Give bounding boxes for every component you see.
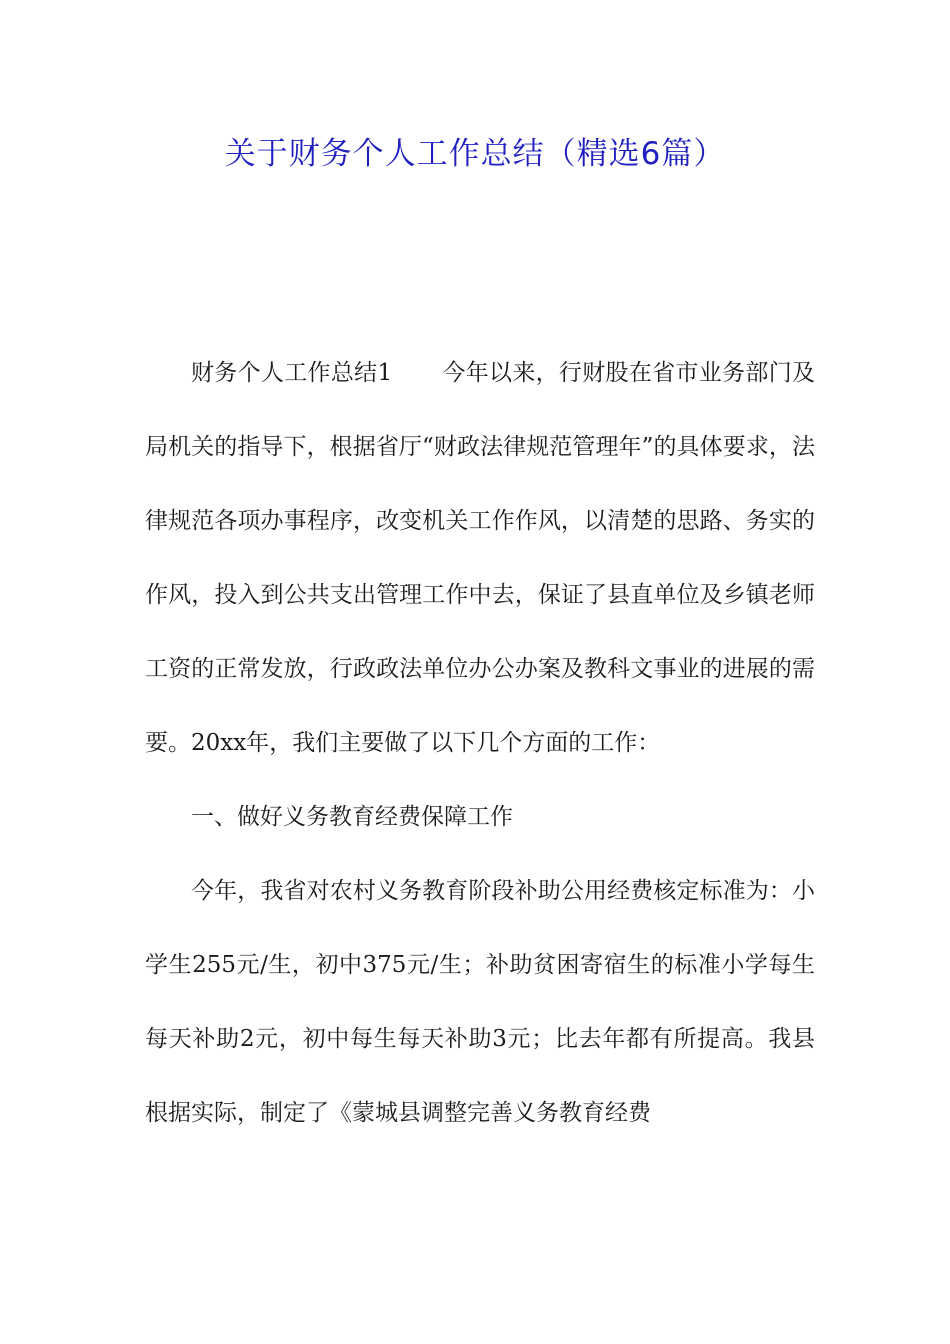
document-body <box>145 336 815 1150</box>
paragraph-2: 今年，我省对农村义务教育阶段补助公用经费核定标准为：小学生255元/生，初中375元/生；补助贫困寄宿生的标准小学每生每天补助2元，初中每生每天补助3元；比去年都有所提高。我县根据实际，制定了《蒙城县调整完善义务教育经费 <box>145 878 815 1126</box>
paragraph-1-text: 今年以来，行财股在省市业务部门及局机关的指导下，根据省厅“财政法律规范管理年”的具体要求，法律规范各项办事程序，改变机关工作作风，以清楚的思路、务实的作风，投入到公共支出管理工作中去，保证了县直单位及乡镇老师工资的正常发放，行政政法单位办公办案及教科文事业的进展的需要。20xx年，我们主要做了以下几个方面的工作： <box>145 360 815 756</box>
paragraph-intro <box>145 336 815 780</box>
document-title: 关于财务个人工作总结（精选6篇） <box>224 136 726 172</box>
section-heading: 财务个人工作总结1 <box>191 360 393 386</box>
subheading-1: 一、做好义务教育经费保障工作 <box>191 804 513 830</box>
